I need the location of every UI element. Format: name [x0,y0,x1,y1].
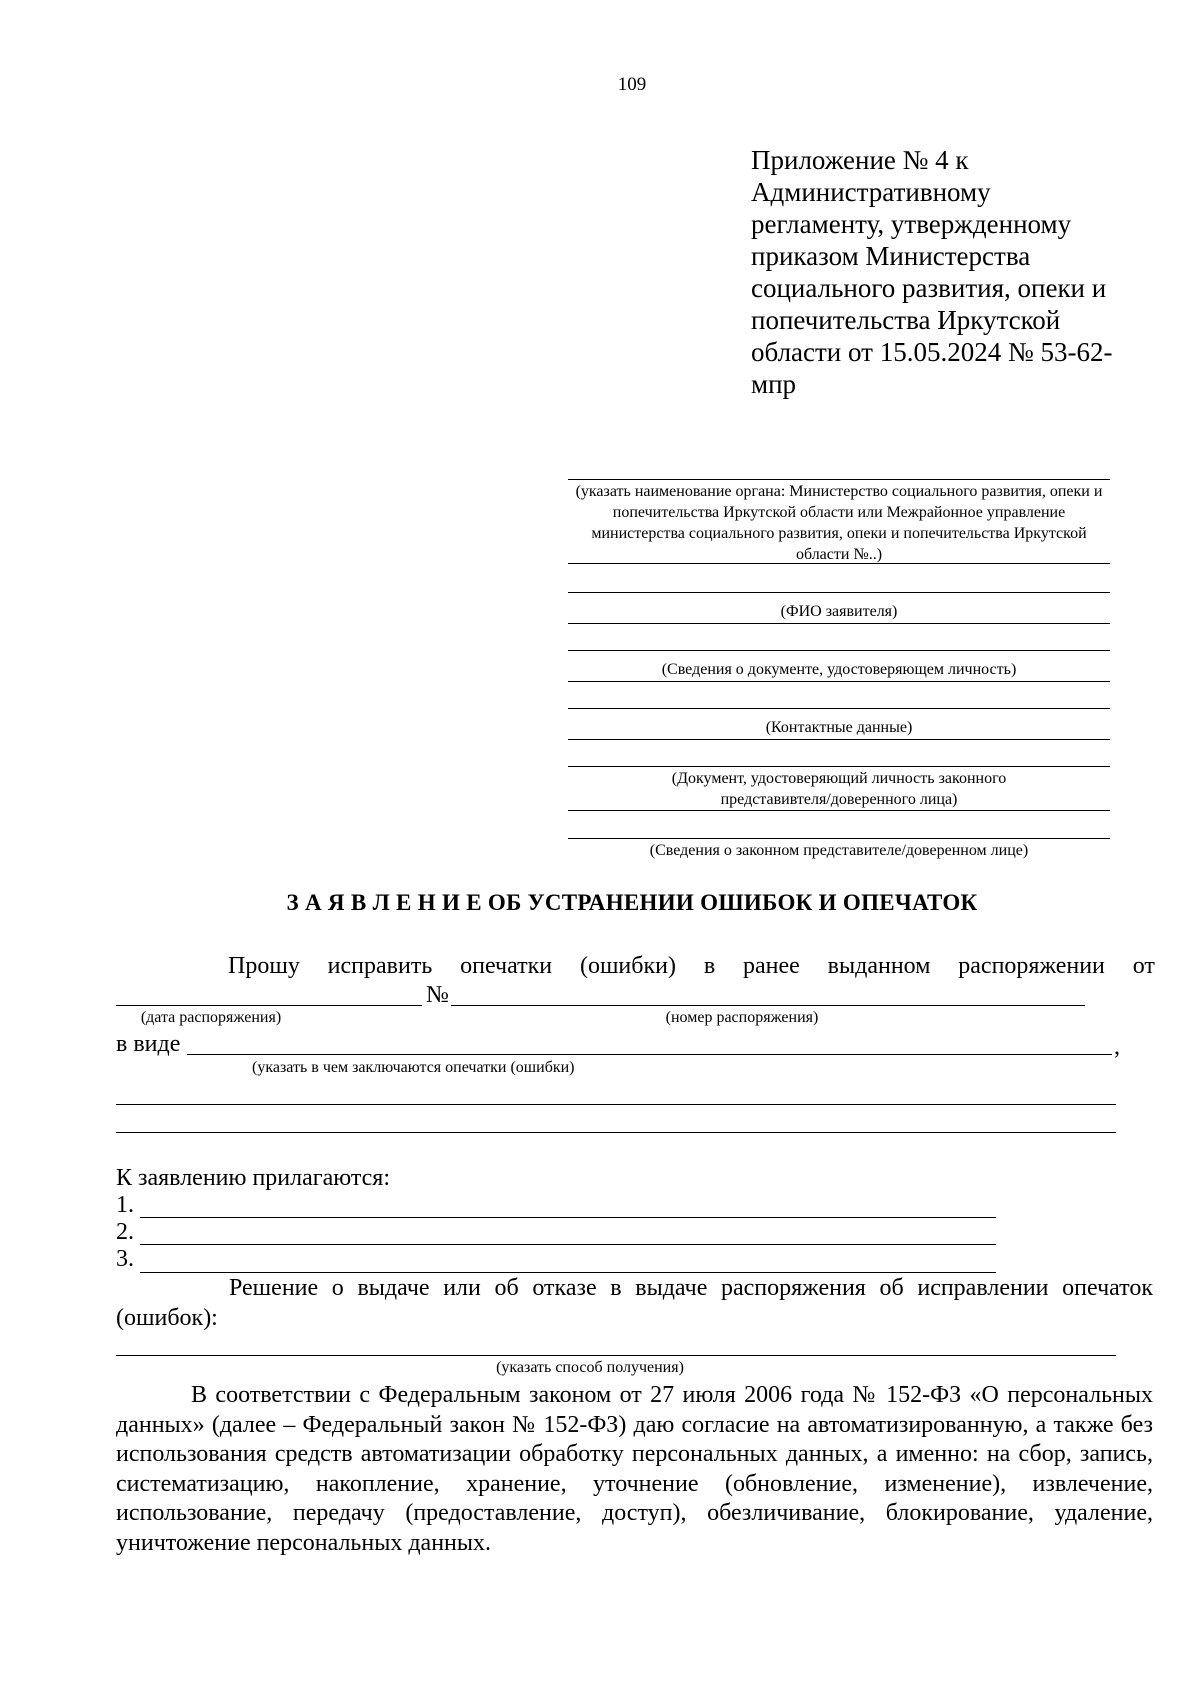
rep-doc-caption: (Документ, удостоверяющий личность законного представивтеля/доверенного лица) [671,770,1007,808]
consent-paragraph: В соответствии с Федеральным законом от 27 июля 2006 года № 152-ФЗ «О персональных данных» (далее – Федеральный закон № 152-ФЗ) даю согласие на автоматизированную, а также без использования средств автоматизации обработку персональных данных, а именно: на сбор, запись, систематизацию, накопление, хранение, уточнение (обновление, изменение), извлечение, использование, передачу (предоставление, доступ), обезличивание, блокирование, удаление, уничтожение персональных данных. [116,1382,1153,1556]
request-word: ранее [743,953,800,979]
appendix-reference: Приложение № 4 к Административному регламенту, утвержденному приказом Министерства социального развития, опеки и попечительства Иркутской области от 15.05.2024 № 53-62- мпр [751,145,1113,399]
request-word: Прошу [228,953,300,979]
errors-line-3[interactable] [116,1132,1116,1133]
attachment-number: 3. [116,1246,134,1272]
page-number: 109 [617,74,647,95]
attachment-field[interactable] [140,1272,996,1273]
organ-field[interactable] [568,479,1110,480]
organ-caption: (указать наименование органа: Министерство социального развития, опеки и попечительства Иркутской области или Межрайонное управление министерства социального развития, опеки и попечительства Иркутской области №..) [575,483,1103,563]
attachment-number: 2. [116,1219,134,1245]
number-caption: (номер распоряжения) [665,1009,819,1026]
order-date-field[interactable] [116,1005,422,1006]
request-word: опечатки [460,953,553,979]
request-word: в [703,953,716,979]
attachment-field[interactable] [140,1244,996,1245]
request-word: выданном [827,953,931,979]
delivery-method-caption: (указать способ получения) [496,1359,684,1376]
contacts-caption: (Контактные данные) [765,719,913,736]
rep-info-field[interactable] [568,838,1110,839]
errors-line-2[interactable] [116,1104,1116,1105]
contacts-field[interactable] [568,708,1110,709]
number-sign: № [426,982,449,1008]
attachment-field[interactable] [140,1217,996,1218]
attachments-heading: К заявлению прилагаются: [116,1165,391,1191]
fio-field-line-2[interactable] [568,623,1110,624]
errors-description-field[interactable] [187,1054,1112,1055]
contacts-field-line-2[interactable] [568,739,1110,740]
request-word: исправить [327,953,433,979]
errors-caption: (указать в чем заключаются опечатки (ошибки) [252,1059,575,1076]
organ-field-line-2[interactable] [568,563,1110,564]
fio-caption: (ФИО заявителя) [780,603,898,620]
delivery-method-field[interactable] [116,1355,1116,1356]
in-form-label: в виде [116,1031,181,1057]
id-doc-field[interactable] [568,650,1110,651]
rep-doc-field[interactable] [568,766,1110,767]
id-doc-caption: (Сведения о документе, удостоверяющем личность) [661,661,1017,678]
decision-text: Решение о выдаче или об отказе в выдаче распоряжения об исправлении опечаток (ошибок): [116,1275,1153,1331]
rep-doc-field-line-2[interactable] [568,810,1110,811]
order-number-field[interactable] [451,1005,1085,1006]
document-title: З А Я В Л Е Н И Е ОБ УСТРАНЕНИИ ОШИБОК И ОПЕЧАТОК [286,890,978,915]
comma: , [1114,1034,1120,1060]
fio-field[interactable] [568,592,1110,593]
request-line [228,951,1155,981]
rep-info-caption: (Сведения о законном представителе/доверенном лице) [649,842,1029,859]
request-word: распоряжении [958,953,1105,979]
id-doc-field-line-2[interactable] [568,681,1110,682]
date-caption: (дата распоряжения) [140,1009,282,1026]
request-word: (ошибки) [579,953,676,979]
attachment-number: 1. [116,1192,134,1218]
request-word: от [1132,953,1155,979]
